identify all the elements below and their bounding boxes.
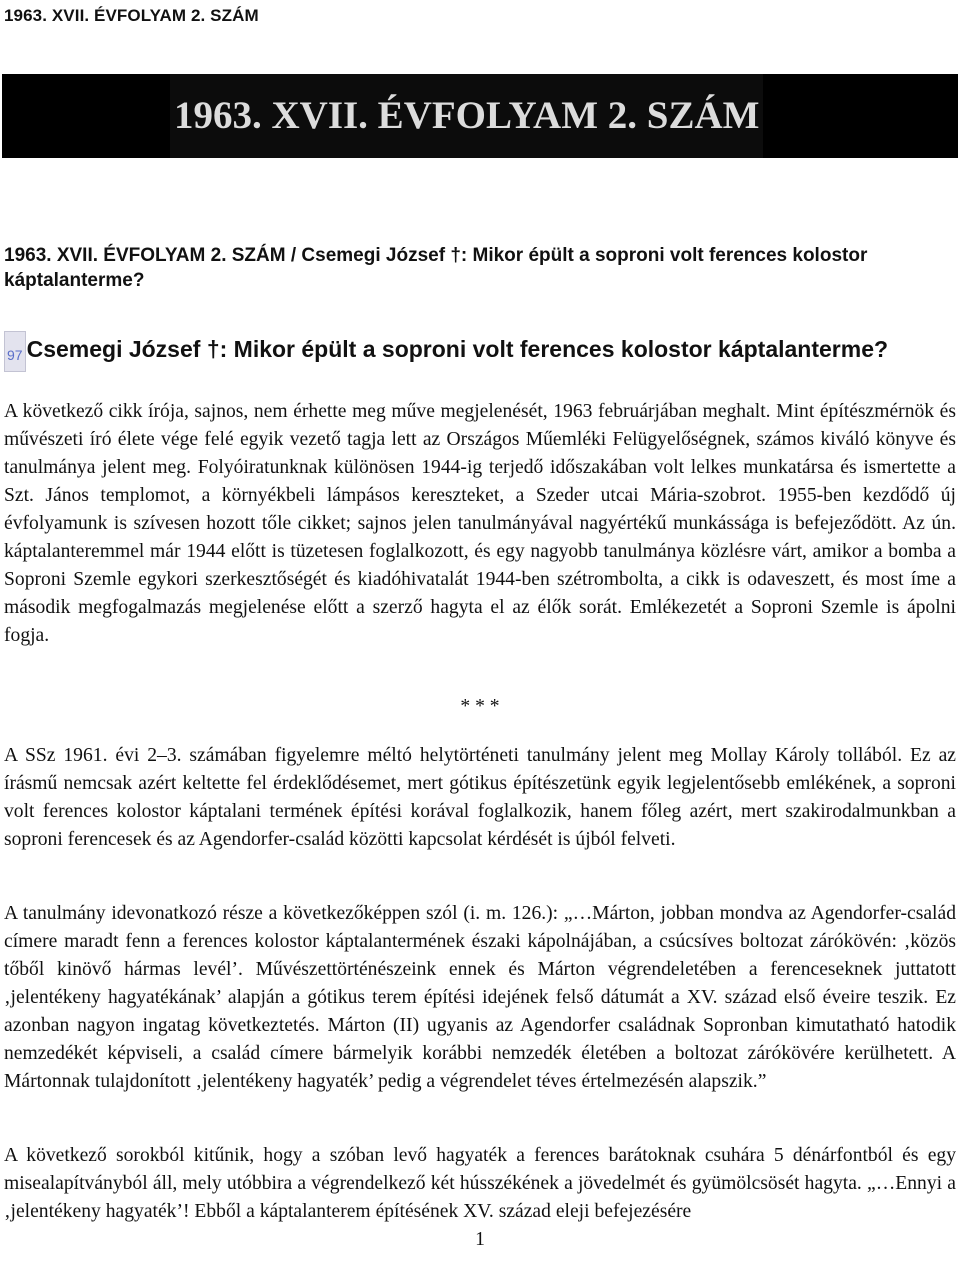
- banner-title: 1963. XVII. ÉVFOLYAM 2. SZÁM: [170, 74, 763, 158]
- body-paragraph: A következő cikk írója, sajnos, nem érhette meg műve megjelenését, 1963 februárjában meghalt. Mint építészmérnök és művészeti író élete vége felé egyik vezető tagja lett az Országos Műemléki Felügyelőségnek, számos kiváló könyve és tanulmánya jelent meg. Folyóiratunknak különösen 1944-ig terjedő időszakában volt lelkes munkatársa és ismertette a Szt. János templomot, a környékbeli lámpásos kereszteket, a Szeder utcai Mária-szobrot. 1955-ben kezdődő új évfolyamunk is szívesen hozott tőle cikket; sajnos jelen tanulmányával nagyértékű munkássága is befejeződött. Az ún. káptalanteremmel már 1944 előtt is tüzetesen foglalkozott, és egy nagyobb tanulmánya közlésre várt, amikor a bomba a Soproni Szemle egykori szerkesztőségét és kiadóhivatalát 1944-ben szétrombolta, a cikk is odaveszett, és most íme a második megfogalmazás megjelenése előtt a szerző hagyta el az élők sorát. Emlékezetét a Soproni Szemle is ápolni fogja.: [4, 401, 956, 646]
- running-head: 1963. XVII. ÉVFOLYAM 2. SZÁM: [4, 6, 259, 25]
- breadcrumb: 1963. XVII. ÉVFOLYAM 2. SZÁM / Csemegi József †: Mikor épült a soproni volt ferences kolostor káptalanterme?: [4, 245, 868, 291]
- article-title-text: Csemegi József †: Mikor épült a soproni volt ferences kolostor káptalanterme?: [26, 336, 889, 362]
- page-marker[interactable]: 97: [4, 331, 26, 372]
- article-title: [4, 331, 956, 372]
- body-paragraph: A SSz 1961. évi 2–3. számában figyelemre méltó helytörténeti tanulmány jelent meg Mollay Károly tollából. Ez az írásmű nemcsak azért keltette fel érdeklődésemet, mert gótikus építészetünk egyik legjelentősebb emlékének, a soproni volt ferences kolostor káptalani termének építési korával foglalkozik, hanem főleg azért, mert szakirodalmunkban a soproni ferencesek és az Agendorfer-család közötti kapcsolat kérdését is újból felveti.: [4, 745, 956, 850]
- body-paragraph: A tanulmány idevonatkozó része a következőképpen szól (i. m. 126.): „…Márton, jobban mondva az Agendorfer-család címere maradt fenn a ferences kolostor káptalantermének északi kápolnájában, a csúcsíves boltozat zárókövén: ‚közös tőből kinövő hármas levél’. Művészettörténészeink ennek és Márton végrendeletében a ferenceseknek juttatott ‚jelentékeny hagyatékának’ alapján a gótikus terem építési idejének felső dátumát a XV. század első éveire teszik. Ez azonban nagyon ingatag következtetés. Márton (II) ugyanis az Agendorfer családnak Sopronban kimutatható hatodik nemzedékét képviseli, a család címere bármelyik korábbi nemzedék életében a boltozat zárókövére kerülhetett. A Mártonnak tulajdonított ‚jelentékeny hagyaték’ pedig a végrendelet téves értelmezésén alapszik.”: [4, 903, 956, 1092]
- journal-banner: [2, 74, 958, 158]
- section-separator: * * *: [460, 696, 500, 717]
- page-number: 1: [475, 1229, 485, 1250]
- body-paragraph: A következő sorokból kitűnik, hogy a szóban levő hagyaték a ferences barátoknak csuhára 5 dénárfontból és egy misealapítványból áll, mely utóbbira a végrendelkező két hússzékének a jövedelmét és gyümölcsösét hagyta. „…Ennyi a ‚jelentékeny hagyaték’! Ebből a káptalanterem építésének XV. század eleji befejezésére: [4, 1145, 956, 1222]
